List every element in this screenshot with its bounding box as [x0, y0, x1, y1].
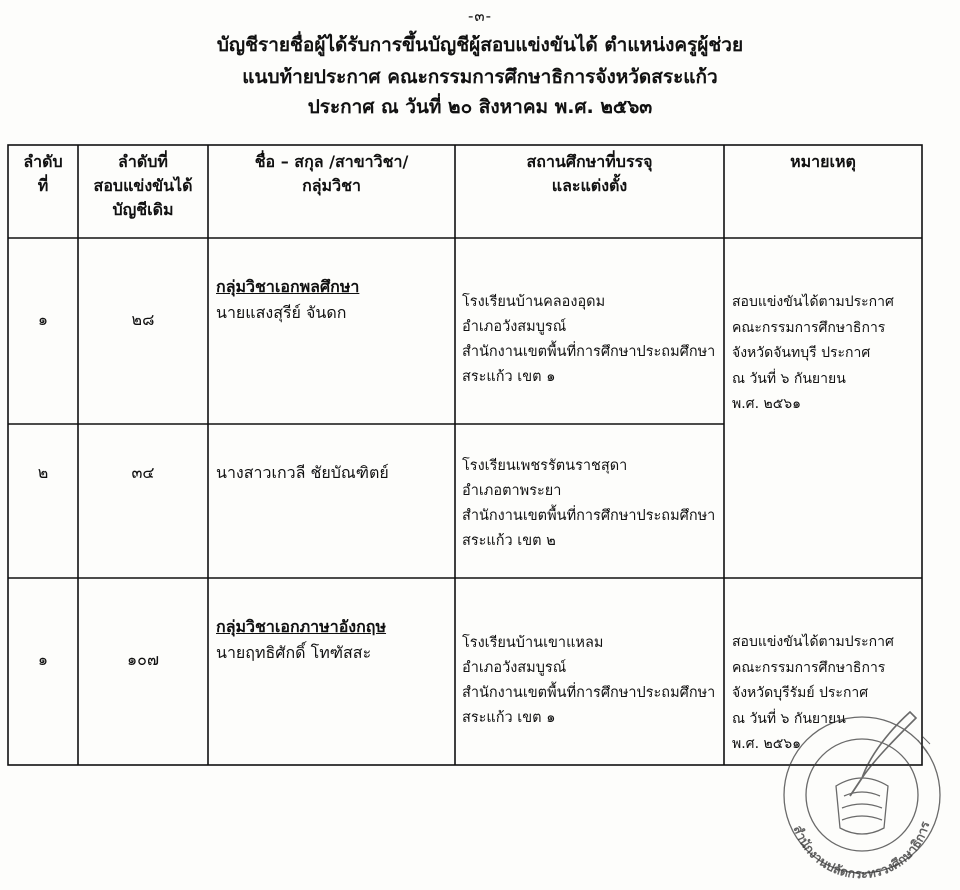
row3-no: ๑ [37, 650, 49, 669]
header-remarks [724, 150, 922, 174]
row1-school-district: อำเภอวังสมบูรณ์ [462, 319, 567, 335]
remark-1-line1: สอบแข่งขันได้ตามประกาศ [732, 294, 894, 310]
row1-subject-group: กลุ่มวิชาเอกพลศึกษา [216, 277, 360, 296]
document-subtitle: แนบท้ายประกาศ คณะกรรมการศึกษาธิการจังหวัดสระแก้ว [242, 66, 718, 88]
header-school-line1: สถานศึกษาที่บรรจุ [526, 152, 653, 171]
row2-school-name: โรงเรียนเพชรรัตนราชสุดา [462, 458, 628, 474]
seal-text: สำนักงานปลัดกระทรวงศึกษาธิการ [790, 819, 933, 882]
row1-school-name: โรงเรียนบ้านคลองอุดม [462, 294, 606, 310]
row3-name: นายฤทธิศักดิ์ โทฑัสสะ [216, 643, 372, 662]
row1-orig-rank: ๒๘ [131, 310, 155, 329]
remark-2-line1: สอบแข่งขันได้ตามประกาศ [732, 634, 894, 650]
row3-school-name: โรงเรียนบ้านเขาแหลม [462, 635, 604, 651]
remark-1-line4: ณ วันที่ ๖ กันยายน [732, 370, 846, 387]
row3-school-district: อำเภอวังสมบูรณ์ [462, 660, 567, 676]
row2-orig-rank: ๓๔ [131, 463, 155, 482]
announcement-date: ประกาศ ณ วันที่ ๒๐ สิงหาคม พ.ศ. ๒๕๖๓ [307, 96, 653, 118]
header-original-rank-line1: ลำดับที่ [118, 152, 168, 171]
row2-school-area: สระแก้ว เขต ๒ [462, 533, 556, 549]
row1-school [462, 290, 724, 390]
row2-name: นางสาวเกวลี ชัยบัณฑิตย์ [216, 463, 389, 482]
header-name-subject-line2: กลุ่มวิชา [302, 176, 361, 195]
row3-school-area: สระแก้ว เขต ๑ [462, 710, 556, 726]
remark-2-line3: จังหวัดบุรีรัมย์ ประกาศ [732, 685, 869, 701]
row1-no: ๑ [37, 310, 49, 329]
remark-1 [732, 290, 922, 418]
header-school-line2: และแต่งตั้ง [551, 176, 628, 195]
row1-name: นายแสงสุรีย์ จันดก [216, 303, 347, 322]
document-title: บัญชีรายชื่อผู้ได้รับการขึ้นบัญชีผู้สอบแข่งขันได้ ตำแหน่งครูผู้ช่วย [216, 34, 744, 56]
remark-2-line2: คณะกรรมการศึกษาธิการ [732, 659, 886, 676]
remark-2-line5: พ.ศ. ๒๕๖๑ [732, 736, 802, 752]
remark-1-line3: จังหวัดจันทบุรี ประกาศ [732, 345, 871, 361]
row3-subject-group: กลุ่มวิชาเอกภาษาอังกฤษ [216, 617, 387, 636]
row1-school-area: สระแก้ว เขต ๑ [462, 369, 556, 385]
row3-school [462, 631, 724, 731]
header-original-rank-line3: บัญชีเดิม [112, 200, 174, 219]
header-name-subject-line1: ชื่อ – สกุล /สาขาวิชา/ [254, 152, 409, 171]
remark-2-line4: ณ วันที่ ๖ กันยายน [732, 710, 846, 727]
header-order-line1: ลำดับ [23, 152, 63, 171]
header-name-subject [208, 150, 455, 198]
row3-school-office: สำนักงานเขตพื้นที่การศึกษาประถมศึกษา [462, 685, 716, 701]
row2-school [462, 454, 724, 554]
header-original-rank-line2: สอบแข่งขันได้ [93, 176, 193, 195]
row3-orig-rank: ๑๐๗ [127, 650, 159, 669]
official-seal-stamp [770, 700, 950, 885]
remark-1-line2: คณะกรรมการศึกษาธิการ [732, 319, 886, 336]
header-school [455, 150, 724, 198]
page-number: -๓- [468, 7, 493, 25]
remark-1-line5: พ.ศ. ๒๕๖๑ [732, 396, 802, 412]
header-remarks-line1: หมายเหตุ [790, 152, 856, 171]
row2-school-district: อำเภอตาพระยา [462, 483, 562, 499]
header-order-line2: ที่ [37, 176, 49, 195]
header-order [8, 150, 78, 198]
row2-school-office: สำนักงานเขตพื้นที่การศึกษาประถมศึกษา [462, 508, 716, 524]
header-original-rank [78, 150, 208, 222]
row1-school-office: สำนักงานเขตพื้นที่การศึกษาประถมศึกษา [462, 344, 716, 360]
row2-no: ๒ [37, 463, 49, 482]
